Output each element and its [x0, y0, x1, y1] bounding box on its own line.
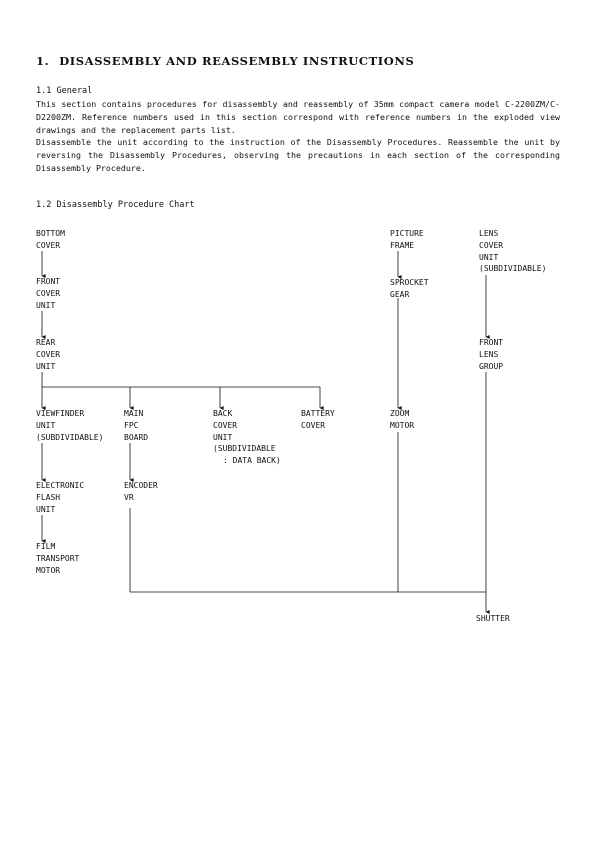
general-paragraph-2: Disassemble the unit according to the instruction of the Disassembly Procedures. Reassemble the unit by reversing the Disassembly Procedures, observing the precautions in each section of the corresponding Disassembly Procedure.	[36, 137, 560, 173]
node-sprocket-gear: SPROCKET GEAR	[390, 278, 429, 299]
node-film-transport-motor: FILM TRANSPORT MOTOR	[36, 542, 80, 575]
node-bottom-cover: BOTTOM COVER	[36, 229, 65, 250]
section-title: DISASSEMBLY AND REASSEMBLY INSTRUCTIONS	[59, 54, 415, 68]
node-back-cover-unit: BACK COVER UNIT (SUBDIVIDABLE : DATA BACK)	[213, 409, 281, 466]
chart-heading: 1.2 Disassembly Procedure Chart	[36, 200, 195, 210]
node-front-lens-group: FRONT LENS GROUP	[479, 338, 504, 371]
node-zoom-motor: ZOOM MOTOR	[390, 409, 415, 430]
node-encoder-vr: ENCODER VR	[124, 481, 158, 502]
node-electronic-flash-unit: ELECTRONIC FLASH UNIT	[36, 481, 85, 514]
node-shutter: SHUTTER	[476, 614, 510, 623]
node-viewfinder-unit: VIEWFINDER UNIT (SUBDIVIDABLE)	[36, 409, 104, 442]
general-paragraph-1: This section contains procedures for disassembly and reassembly of 35mm compact camera model C-2200ZM/C-D2200ZM. Reference numbers used in this section correspond with reference numbers in the exploded view drawings and the replacement parts list.	[36, 99, 560, 135]
section-number: 1.	[36, 54, 50, 68]
node-main-fpc-board: MAIN FPC BOARD	[124, 409, 149, 442]
general-heading: 1.1 General	[36, 86, 93, 96]
node-lens-cover-unit: LENS COVER UNIT (SUBDIVIDABLE)	[479, 229, 547, 274]
node-rear-cover-unit: REAR COVER UNIT	[36, 338, 61, 371]
node-picture-frame: PICTURE FRAME	[390, 229, 424, 250]
node-front-cover-unit: FRONT COVER UNIT	[36, 277, 61, 310]
node-battery-cover: BATTERY COVER	[301, 409, 335, 430]
